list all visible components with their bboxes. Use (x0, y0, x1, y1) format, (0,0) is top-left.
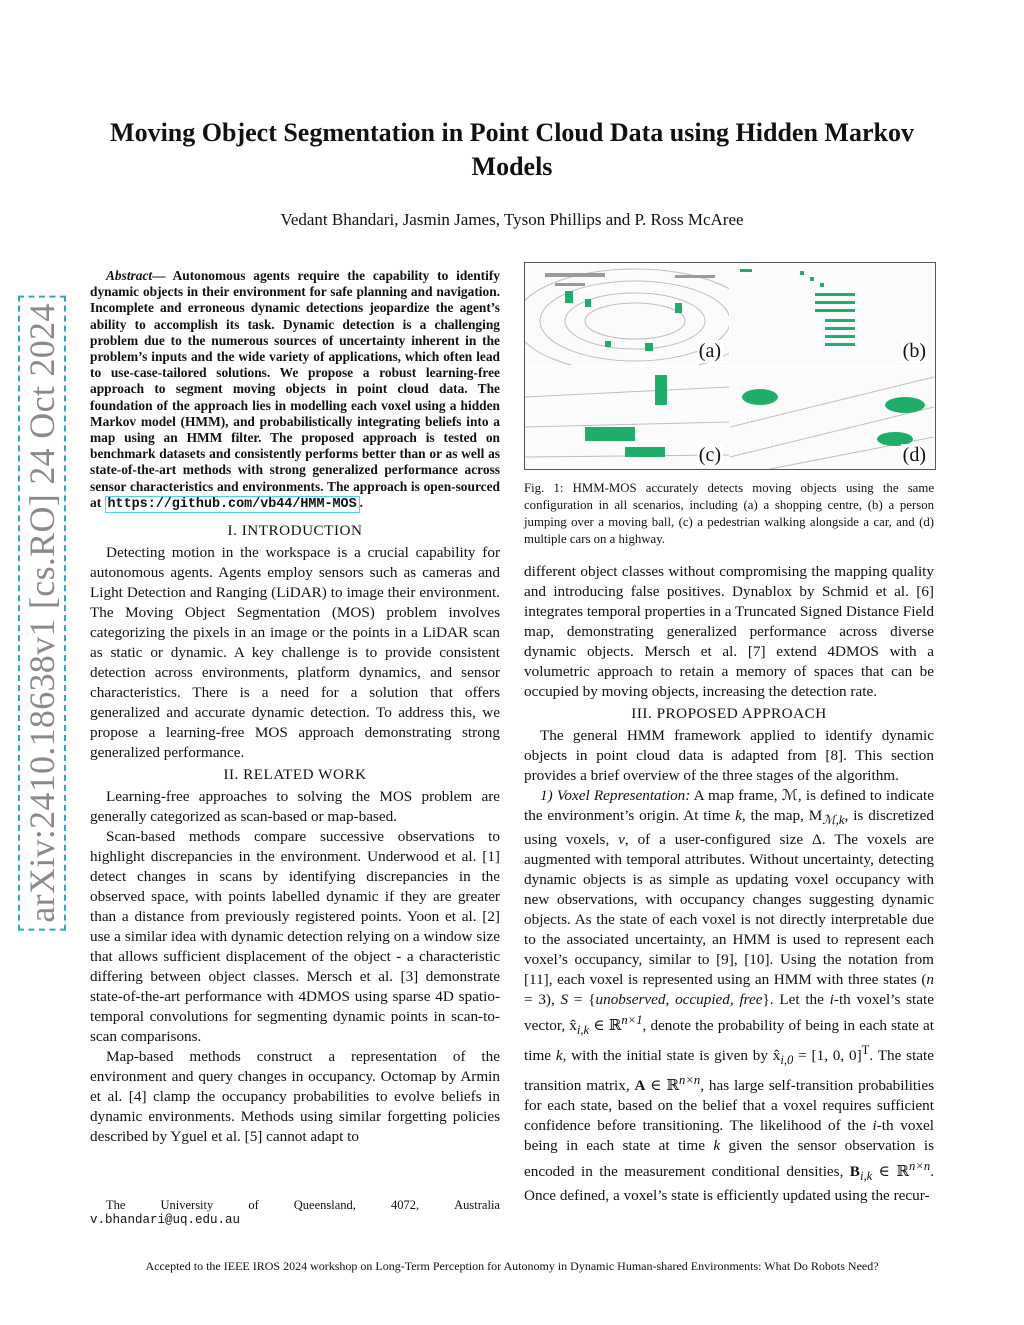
text-run: }. Let the (762, 991, 830, 1009)
panel-label: (c) (698, 444, 721, 466)
figure-panel-b (730, 263, 934, 365)
text-run: , the map, M (741, 807, 823, 824)
paper-title: Moving Object Segmentation in Point Cloud Data using Hidden Markov Models (110, 118, 914, 181)
abstract-label: Abstract (106, 268, 153, 283)
math-symbol: k (713, 1137, 721, 1155)
arxiv-stamp (18, 303, 66, 923)
panel-label: (d) (902, 444, 926, 466)
paragraph: Scan-based methods compare successive observations to highlight discrepancies in the environment. Underwood et al. [1] detect changes in scans by identifying discrepancies in the observed space, with points labelled dynamic if they are greater than a distance from previously registered points. Yoon et al. [2] use a similar idea with dynamic detection relying on a window size that allows sufficient displacement of the object - a characteristic differing between object classes. Mersch et al. [3] demonstrate state-of-the-art performance with 4DMOS using sparse 4D spatio-temporal convolutions for segmenting dynamic points in scan-to-scan comparisons. (90, 828, 500, 1046)
section-heading-introduction: I. INTRODUCTION (227, 522, 363, 540)
text-run: . Once defined, a voxel’s state is efficiently updated using the recur- (524, 1163, 934, 1205)
math-superscript: n×n (908, 1159, 931, 1174)
math-superscript: T (861, 1043, 870, 1058)
left-column (90, 268, 500, 1147)
text-run: , of a user-configured size Δ. The voxels are augmented with temporal attributes. Without uncertainty, detecting dynamic objects is as simple as updating voxel occupancy with new observations, with occupancy changes suggesting dynamic objects. As the state of each voxel is not directly interpretable due to the associated uncertainty, an HMM is used to represent each voxel’s occupancy, similar to [9], [10]. Using the notation from [11], each voxel is represented using an HMM with three states ( (524, 831, 934, 989)
text-run: ∈ ℝ (872, 1163, 909, 1181)
repo-link[interactable]: https://github.com/vb44/HMM-MOS (105, 496, 360, 513)
right-column (524, 562, 934, 1206)
text-run: given the sensor observation is encoded in the measurement conditional densities, (524, 1137, 934, 1181)
affiliation (90, 1198, 500, 1213)
text-run: = { (568, 991, 596, 1009)
affiliation-word: Australia (454, 1198, 500, 1212)
math-subscript: ℳ,k (822, 813, 845, 828)
affiliation-word: University (160, 1198, 214, 1212)
subsection-label: 1) Voxel Representation: (540, 787, 691, 804)
math-symbol: k (735, 807, 742, 824)
text-run: , has large self-transition probabilities for each state, based on the belief that a voxel requires sufficient confidence before transitioning. The likelihood of the (524, 1077, 934, 1135)
math-symbol: k (555, 1047, 563, 1065)
text-run: -th voxel being in each state at time (524, 1117, 934, 1155)
paragraph-voxel-representation (524, 786, 934, 1206)
math-set: unobserved, occupied, free (595, 991, 763, 1009)
math-subscript: i,k (576, 1023, 590, 1038)
affiliation-word: 4072, (390, 1198, 420, 1212)
affiliation-word: Queensland, (293, 1198, 356, 1212)
abstract-end: . (359, 494, 363, 510)
panel-label: (b) (902, 340, 926, 362)
affiliation-word: The (106, 1198, 126, 1212)
text-run: , is discretized using voxels, (524, 807, 934, 849)
text-run: , denote the probability of being in each state at time (524, 1017, 935, 1065)
text-run: A map frame, ℳ, is defined to indicate the environment’s origin. At time (524, 787, 934, 824)
text-run: , with the initial state is given by x̂ (562, 1047, 781, 1065)
text-run: -th voxel’s state vector, x̂ (524, 991, 934, 1035)
math-matrix: B (849, 1163, 860, 1181)
math-matrix: A (634, 1077, 646, 1095)
math-superscript: n×1 (621, 1013, 643, 1028)
math-superscript: n×n (679, 1073, 701, 1088)
abstract (90, 268, 500, 513)
paragraph: Map-based methods construct a representation of the environment and query changes in occupancy. Octomap by Armin et al. [4] clamp the occupancy probabilities to evolve beliefs in dynamic environments. Methods using similar forgetting policies described by Yguel et al. [5] cannot adapt to (90, 1048, 500, 1146)
figure-caption: Fig. 1: HMM-MOS accurately detects moving objects using the same configuration in all scenarios, including (a) a shopping centre, (b) a person jumping over a moving ball, (c) a pedestrian walking alongside a car, and (d) multiple cars on a highway. (524, 481, 934, 546)
figure-panel-d (730, 367, 934, 469)
math-symbol: v (618, 831, 625, 849)
abstract-text: — Autonomous agents require the capability to identify dynamic objects in their environment for safe planning and navigation. Incomplete and erroneous dynamic detections jeopardize the agent’s ability to accomplish its task. Dynamic detection is a challenging problem due to the numerous sources of uncertainty inherent in the problem’s inputs and the wide variety of applications, which often lead to use-case-tailored solutions. We propose a robust learning-free approach to segment moving objects in point cloud data. The foundation of the approach lies in modelling each voxel using a hidden Markov model (HMM), and probabilistically integrating beliefs into a map using an HMM filter. The proposed approach is tested on benchmark datasets and consistently performs better than or as well as state-of-the-art methods with strong generalized performance across sensor characteristics and environments. The approach is open-sourced at (90, 268, 500, 510)
figure-panel-a (525, 263, 729, 365)
math-symbol: S (560, 991, 569, 1009)
figure-1 (524, 262, 936, 470)
arxiv-id[interactable]: arXiv:2410.18638v1 [cs.RO] 24 Oct 2024 (18, 295, 66, 930)
paragraph: Detecting motion in the workspace is a crucial capability for autonomous agents. Agents employ sensors such as cameras and Light Detection and Ranging (LiDAR) to image their environment. The Moving Object Segmentation (MOS) problem involves categorizing the pixels in an image or the points in a LiDAR scan as static or dynamic. A key challenge is to provide consistent detection across environments, platform dynamics, and sensor characteristics. There is a need for a solution that offers generalized and accurate dynamic detection. To address this, we propose a learning-free MOS approach demonstrating strong generalized performance. (90, 544, 500, 762)
figure-panel-c (525, 367, 729, 469)
author-email[interactable]: v.bhandari@uq.edu.au (90, 1213, 241, 1227)
math-symbol: i (872, 1117, 877, 1135)
section-heading-related-work: II. RELATED WORK (223, 766, 367, 784)
math-subscript: i,0 (780, 1053, 794, 1068)
text-run: ∈ ℝ (645, 1077, 680, 1095)
math-symbol: n (926, 971, 934, 989)
text-run: = 3), (524, 991, 561, 1009)
math-symbol: i (829, 991, 834, 1009)
paragraph: Learning-free approaches to solving the MOS problem are generally categorized as scan-based or map-based. (90, 788, 500, 826)
page-footer: Accepted to the IEEE IROS 2024 workshop on Long-Term Perception for Autonomy in Dynamic Human-shared Environments: What Do Robots Need? (145, 1259, 879, 1273)
affiliation-word: of (248, 1198, 259, 1212)
text-run: = [1, 0, 0] (793, 1047, 862, 1065)
footnote (90, 1198, 500, 1228)
section-heading-proposed-approach: III. PROPOSED APPROACH (631, 705, 827, 722)
paragraph: The general HMM framework applied to identify dynamic objects in point cloud data is adapted from [8]. This section provides a brief overview of the three stages of the algorithm. (524, 727, 934, 784)
text-run: ∈ ℝ (589, 1017, 622, 1035)
text-run: . The state transition matrix, (524, 1047, 934, 1095)
author-list: Vedant Bhandari, Jasmin James, Tyson Phillips and P. Ross McAree (280, 210, 744, 229)
math-subscript: i,k (859, 1169, 873, 1184)
panel-label: (a) (698, 340, 721, 362)
paragraph: different object classes without compromising the mapping quality and introducing false positives. Dynablox by Schmid et al. [6] integrates temporal properties in a Truncated Signed Distance Field map, demonstrating generalized performance across diverse dynamic objects. Mersch et al. [7] extend 4DMOS with a volumetric approach to retain a memory of spaces that can be occupied by moving objects, increasing the detection rate. (524, 563, 934, 700)
